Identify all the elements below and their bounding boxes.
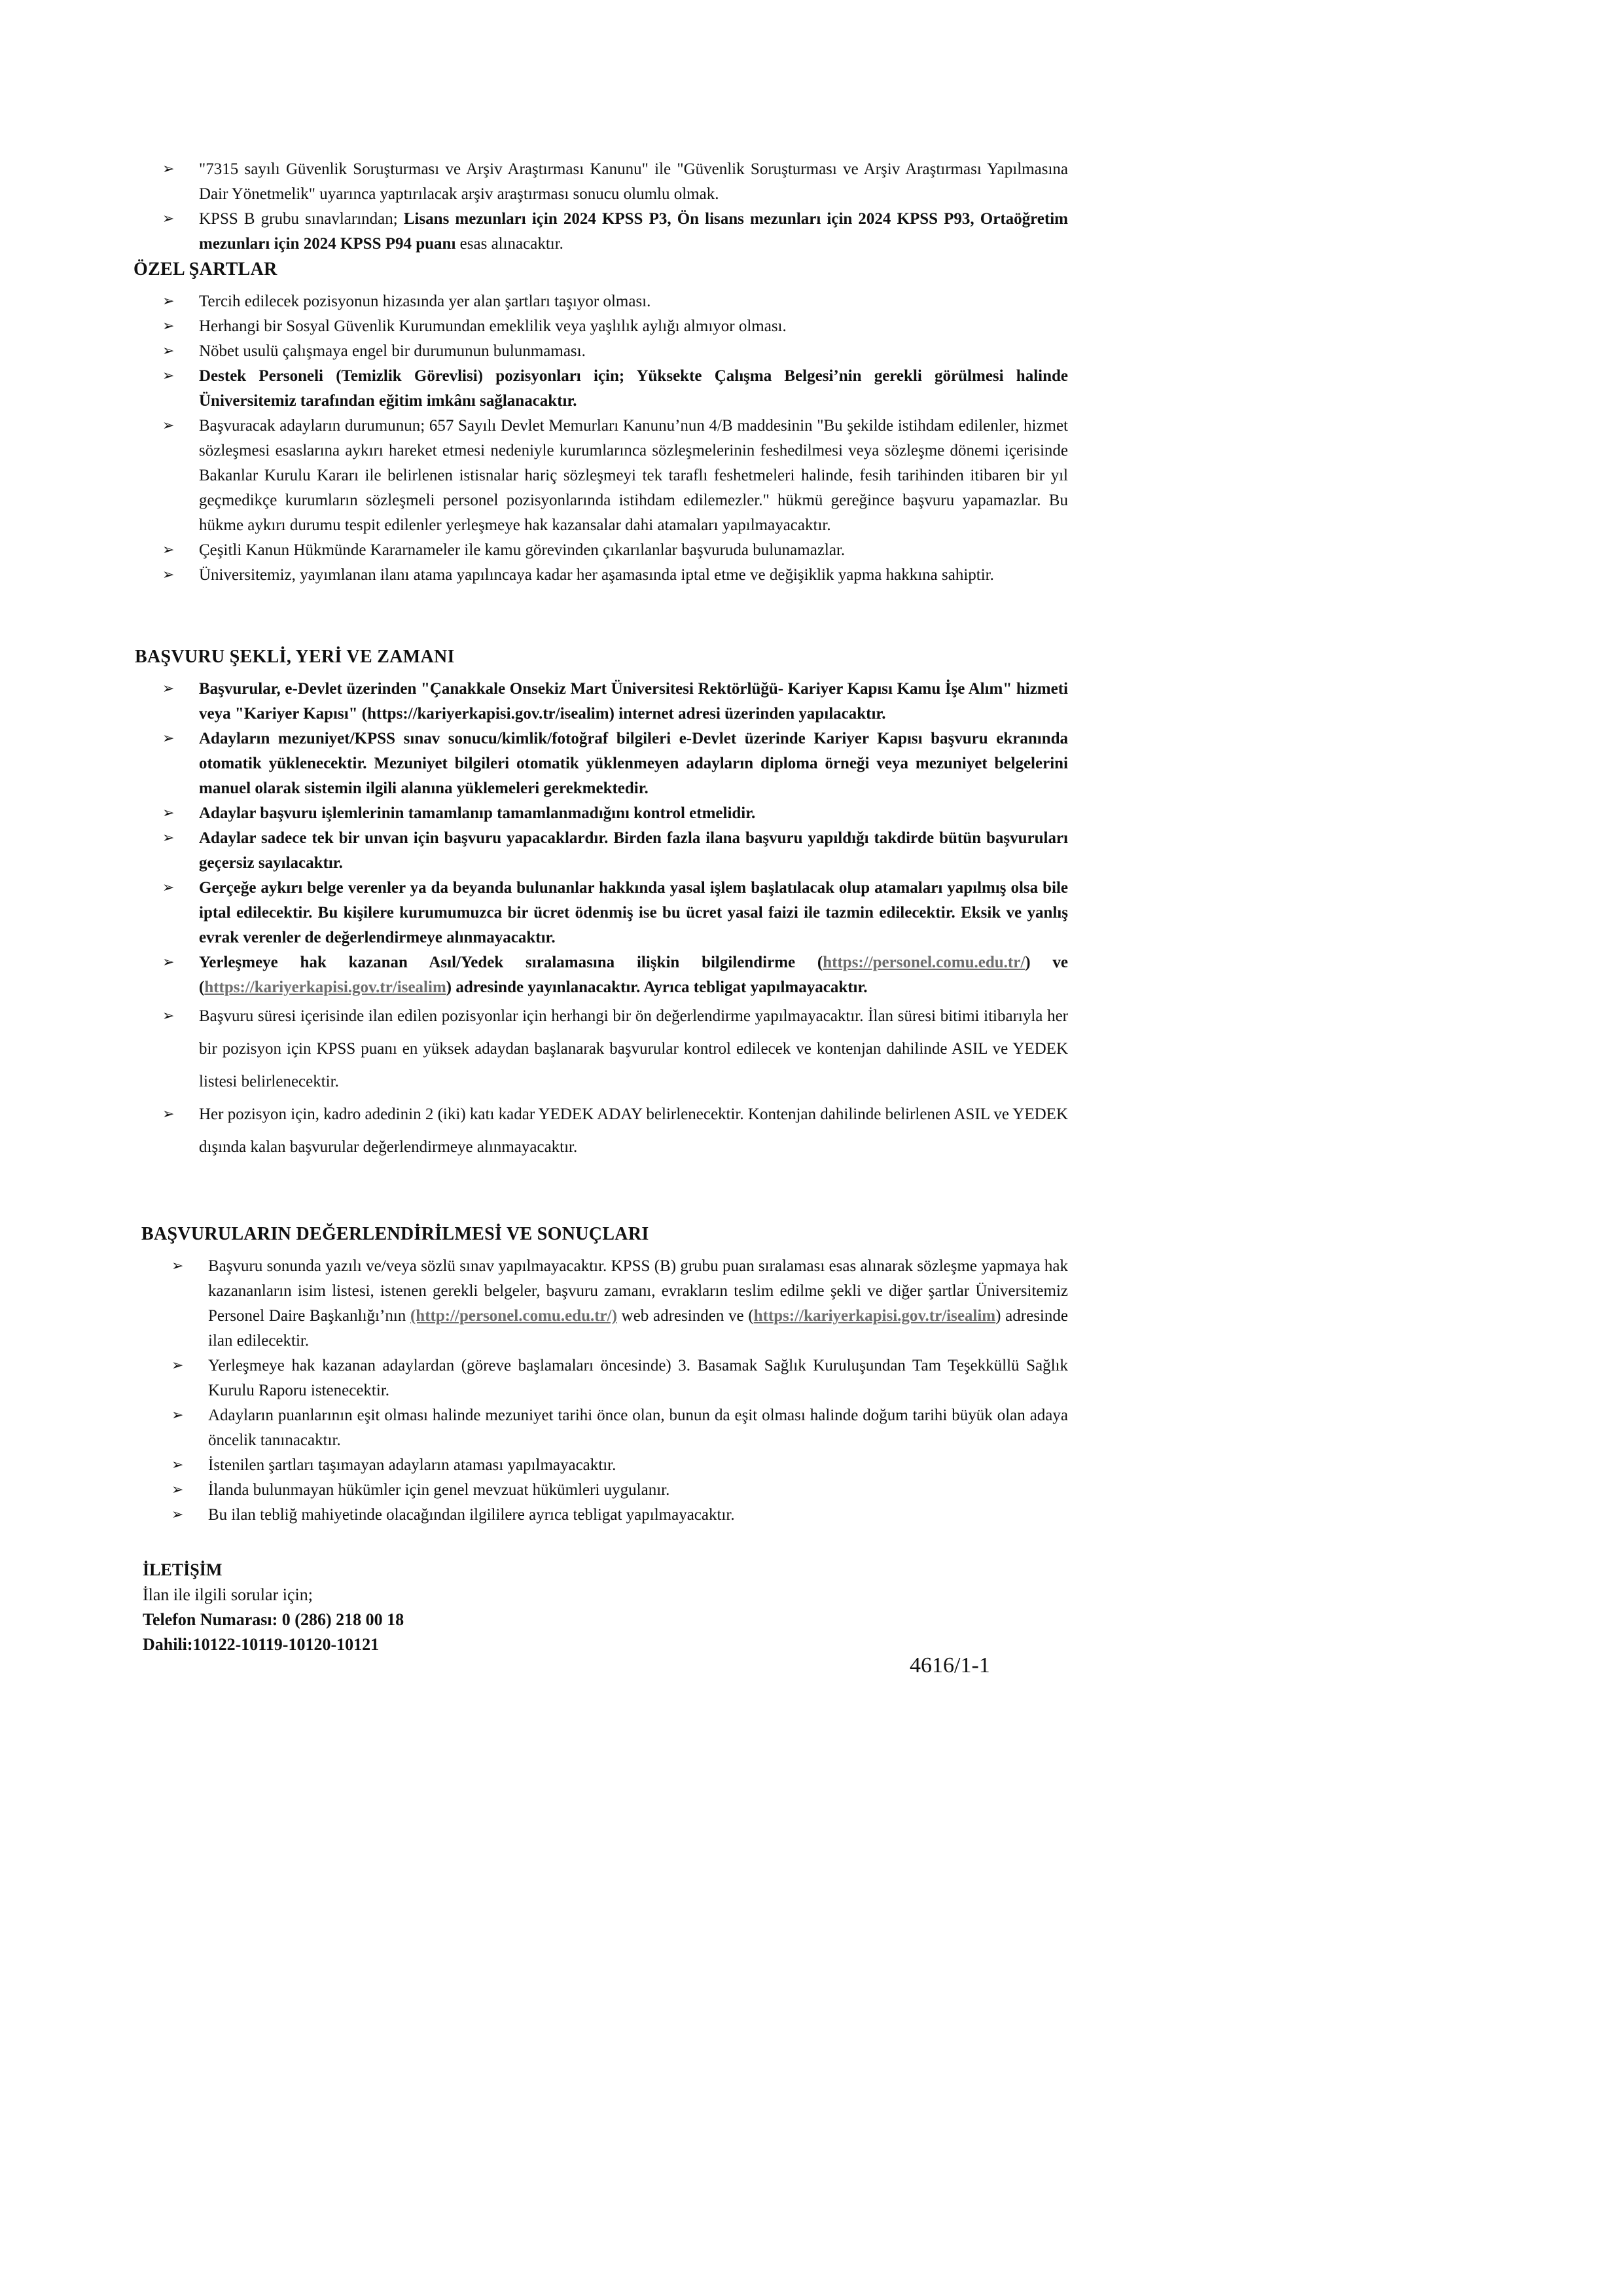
list-item xyxy=(162,876,1068,950)
arrow-bullet-icon: ➢ xyxy=(162,1008,175,1024)
special-conditions-list xyxy=(162,289,1068,588)
list-item xyxy=(162,1098,1068,1164)
item-bold-text: Adaylar sadece tek bir unvan için başvuru yapacaklardır. Birden fazla ilana başvuru yapıldığı takdirde bütün başvuruları geçersiz sayılacaktır. xyxy=(199,829,1068,872)
item-bold-text: Destek Personeli (Temizlik Görevlisi) pozisyonları için; Yüksekte Çalışma Belgesi’nin gerekli görülmesi halinde Üniversitemiz tarafından eğitim imkânı sağlanacaktır. xyxy=(199,367,1068,410)
item-text: Gerçeğe aykırı belge verenler ya da beyanda bulunanlar hakkında yasal işlem başlatılacak olup atamaları yapılmış olsa bile iptal edilecektir. Bu kişilere kurumumuzca bir ücret ödenmiş ise bu ücret yasal faizi ile tazmin edilecektir. Eksik ve yanlış evrak verenler de değerlendirmeye alınmayacaktır. xyxy=(199,879,1068,946)
arrow-bullet-icon: ➢ xyxy=(162,343,175,359)
list-item xyxy=(171,1478,1068,1503)
list-item xyxy=(162,339,1068,364)
list-item xyxy=(162,826,1068,876)
list-item xyxy=(162,677,1068,726)
list-item xyxy=(162,801,1068,826)
item-text: KPSS B grubu sınavlarından; xyxy=(199,210,404,228)
arrow-bullet-icon: ➢ xyxy=(171,1357,184,1374)
item-text: Başvuru sonunda yazılı ve/veya sözlü sınav yapılmayacaktır. KPSS (B) grubu puan sıralaması esas alınarak sözleşme yapmaya hak kazananların isim listesi, istenen gerekli belgeler, başvuru zamanı, evrakların teslim edilme şekli ve diğer şartlar Üniversitemiz Personel Daire Başkanlığı’nın xyxy=(208,1257,1068,1325)
list-item xyxy=(171,1403,1068,1453)
arrow-bullet-icon: ➢ xyxy=(162,567,175,583)
evaluation-heading: BAŞVURULARIN DEĞERLENDİRİLMESİ VE SONUÇLARI xyxy=(141,1224,649,1244)
item-text: ) adresinde ilan edilecektir. xyxy=(208,1307,1068,1350)
arrow-bullet-icon: ➢ xyxy=(162,1106,175,1122)
list-item xyxy=(162,950,1068,1000)
list-item xyxy=(171,1254,1068,1354)
list-item xyxy=(162,414,1068,538)
item-text: Tercih edilecek pozisyonun hizasında yer alan şartları taşıyor olması. xyxy=(199,293,651,310)
arrow-bullet-icon: ➢ xyxy=(171,1407,184,1424)
item-text: Nöbet usulü çalışmaya engel bir durumunun bulunmaması. xyxy=(199,342,586,360)
item-bold-text: Adayların mezuniyet/KPSS sınav sonucu/kimlik/fotoğraf bilgileri e-Devlet üzerinde Kariyer Kapısı başvuru ekranında otomatik yüklenecektir. Mezuniyet bilgileri otomatik yüklenmeyen adayların diploma örneği veya mezuniyet belgelerini manuel olarak sistemin ilgili alanına yüklemeleri gerekmektedir. xyxy=(199,730,1068,797)
evaluation-list xyxy=(171,1254,1068,1528)
item-text: Adayların puanlarının eşit olması halinde mezuniyet tarihi önce olan, bunun da eşit olması halinde doğum tarihi büyük olan adaya öncelik tanınacaktır. xyxy=(208,1407,1068,1449)
list-item xyxy=(162,207,1068,257)
item-text: Yerleşmeye hak kazanan adaylardan (göreve başlamaları öncesinde) 3. Basamak Sağlık Kuruluşundan Tam Teşekküllü Sağlık Kurulu Raporu istenecektir. xyxy=(208,1357,1068,1399)
contact-heading: İLETİŞİM xyxy=(143,1560,223,1579)
arrow-bullet-icon: ➢ xyxy=(171,1457,184,1473)
item-text: esas alınacaktır. xyxy=(455,235,563,253)
contact-block xyxy=(143,1558,404,1657)
item-text: Başvuru süresi içerisinde ilan edilen pozisyonlar için herhangi bir ön değerlendirme yapılmayacaktır. İlan süresi bitimi itibarıyla her bir pozisyon için KPSS puanı en yüksek adaydan başlanarak başvurular kontrol edilecek ve kontenjan dahilinde ASIL ve YEDEK listesi belirlenecektir. xyxy=(199,1007,1068,1090)
item-bold-text: Yerleşmeye hak kazanan Asıl/Yedek sıralamasına ilişkin bilgilendirme ( xyxy=(199,954,823,971)
list-item xyxy=(171,1453,1068,1478)
item-text: Herhangi bir Sosyal Güvenlik Kurumundan emeklilik veya yaşlılık aylığı almıyor olması. xyxy=(199,317,787,335)
arrow-bullet-icon: ➢ xyxy=(162,730,175,747)
kariyerkapisi-link[interactable]: https://kariyerkapisi.gov.tr/isealim xyxy=(753,1307,996,1325)
item-text: İstenilen şartları taşımayan adayların ataması yapılmayacaktır. xyxy=(208,1456,616,1474)
item-bold-text: Lisans mezunları için 2024 KPSS P3, Ön lisans mezunları için 2024 KPSS P93, Ortaöğretim mezunları için 2024 KPSS P94 puanı xyxy=(199,210,1068,253)
list-item xyxy=(171,1503,1068,1528)
arrow-bullet-icon: ➢ xyxy=(162,418,175,434)
list-item xyxy=(162,1000,1068,1098)
arrow-bullet-icon: ➢ xyxy=(162,318,175,334)
application-list xyxy=(162,677,1068,1164)
arrow-bullet-icon: ➢ xyxy=(162,368,175,384)
special-conditions-heading: ÖZEL ŞARTLAR xyxy=(134,259,277,279)
item-bold-text: ) ve ( xyxy=(199,954,1068,996)
extension-numbers: Dahili:10122-10119-10120-10121 xyxy=(143,1635,380,1654)
item-text: Üniversitemiz, yayımlanan ilanı atama yapılıncaya kadar her aşamasında iptal etme ve değişiklik yapma hakkına sahiptir. xyxy=(199,566,994,584)
arrow-bullet-icon: ➢ xyxy=(162,805,175,821)
list-item xyxy=(162,289,1068,314)
application-heading: BAŞVURU ŞEKLİ, YERİ VE ZAMANI xyxy=(135,647,455,667)
arrow-bullet-icon: ➢ xyxy=(162,293,175,310)
item-bold-text: Adaylar başvuru işlemlerinin tamamlanıp tamamlanmadığını kontrol etmelidir. xyxy=(199,804,756,822)
list-item xyxy=(162,314,1068,339)
kariyerkapisi-link[interactable]: https://kariyerkapisi.gov.tr/isealim xyxy=(204,978,446,996)
list-item xyxy=(162,726,1068,801)
item-bold-text: ) adresinde yayınlanacaktır. Ayrıca tebligat yapılmayacaktır. xyxy=(446,978,868,996)
personel-link[interactable]: (http://personel.comu.edu.tr/) xyxy=(410,1307,617,1325)
contact-intro: İlan ile ilgili sorular için; xyxy=(143,1585,313,1604)
item-text: İlanda bulunmayan hükümler için genel mevzuat hükümleri uygulanır. xyxy=(208,1481,670,1499)
personel-link[interactable]: https://personel.comu.edu.tr/ xyxy=(823,954,1026,971)
arrow-bullet-icon: ➢ xyxy=(171,1258,184,1274)
arrow-bullet-icon: ➢ xyxy=(162,211,175,227)
item-text: Bu ilan tebliğ mahiyetinde olacağından ilgililere ayrıca tebligat yapılmayacaktır. xyxy=(208,1506,735,1524)
item-text: Çeşitli Kanun Hükmünde Kararnameler ile kamu görevinden çıkarılanlar başvuruda bulunamazlar. xyxy=(199,541,846,559)
item-text: Başvuracak adayların durumunun; 657 Sayılı Devlet Memurları Kanunu’nun 4/B maddesinin "Bu şekilde istihdam edilenler, hizmet sözleşmesi esaslarına aykırı hareket etmesi nedeniyle kurumlarınca sözleşmelerinin feshedilmesi veya sözleşme dönemi içerisinde Bakanlar Kurulu Kararı ile belirlenen istisnalar hariç sözleşmeyi tek taraflı feshetmeleri halinde, fesih tarihinden itibaren bir yıl geçmedikçe kurumların sözleşmeli personel pozisyonlarında istihdam edilemezler." hükmü gereğince başvuru yapamazlar. Bu hükme aykırı durumu tespit edilenler yerleşmeye hak kazansalar dahi atamaları yapılmayacaktır. xyxy=(199,417,1068,534)
page-number: 4616/1-1 xyxy=(910,1653,990,1677)
arrow-bullet-icon: ➢ xyxy=(162,161,175,177)
list-item xyxy=(171,1354,1068,1403)
item-text: Her pozisyon için, kadro adedinin 2 (iki) katı kadar YEDEK ADAY belirlenecektir. Kontenjan dahilinde belirlenen ASIL ve YEDEK dışında kalan başvurular değerlendirmeye alınmayacaktır. xyxy=(199,1105,1068,1156)
arrow-bullet-icon: ➢ xyxy=(162,542,175,558)
list-item xyxy=(162,563,1068,588)
arrow-bullet-icon: ➢ xyxy=(171,1482,184,1498)
general-conditions-list xyxy=(162,157,1068,257)
item-bold-text: Başvurular, e-Devlet üzerinden "Çanakkale Onsekiz Mart Üniversitesi Rektörlüğü- Kariyer Kapısı Kamu İşe Alım" hizmeti veya "Kariyer Kapısı" (https://kariyerkapisi.gov.tr/isealim) internet adresi üzerinden yapılacaktır. xyxy=(199,680,1068,723)
arrow-bullet-icon: ➢ xyxy=(162,830,175,846)
list-item xyxy=(162,157,1068,207)
arrow-bullet-icon: ➢ xyxy=(171,1507,184,1523)
list-item xyxy=(162,538,1068,563)
item-text: web adresinden ve ( xyxy=(616,1307,754,1325)
list-item xyxy=(162,364,1068,414)
phone-number: Telefon Numarası: 0 (286) 218 00 18 xyxy=(143,1610,404,1629)
item-text: "7315 sayılı Güvenlik Soruşturması ve Arşiv Araştırması Kanunu" ile "Güvenlik Soruşturması ve Arşiv Araştırması Yapılmasına Dair Yönetmelik" uyarınca yaptırılacak arşiv araştırması sonucu olumlu olmak. xyxy=(199,160,1068,203)
arrow-bullet-icon: ➢ xyxy=(162,681,175,697)
arrow-bullet-icon: ➢ xyxy=(162,880,175,896)
arrow-bullet-icon: ➢ xyxy=(162,954,175,971)
